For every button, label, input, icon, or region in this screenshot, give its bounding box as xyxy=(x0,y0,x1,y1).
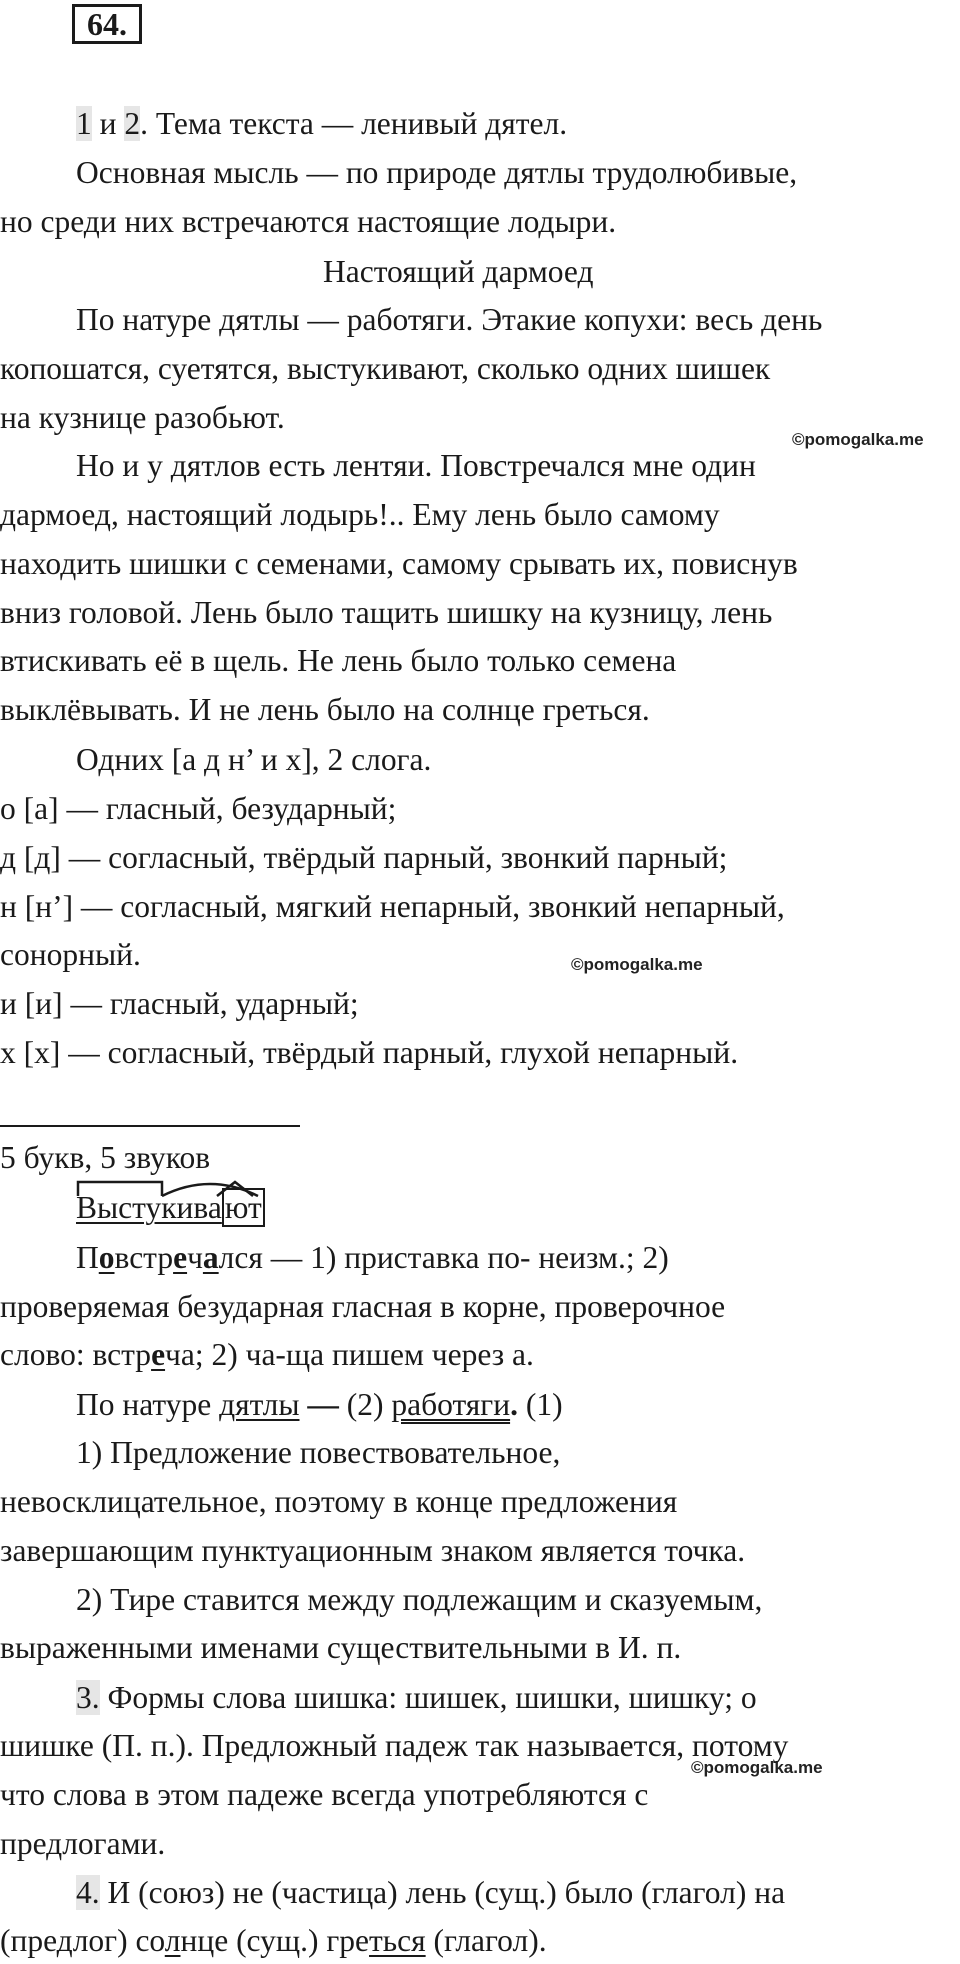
spelling-letter: е xyxy=(151,1337,166,1372)
story-line: вниз головой. Лень было тащить шишку на кузницу, лень xyxy=(0,595,773,630)
task3-line: что слова в этом падеже всегда употребляются с xyxy=(0,1777,649,1812)
spelling-letter: л xyxy=(164,1923,181,1958)
story-line: выклёвывать. И не лень было на солнце греться. xyxy=(0,692,650,727)
morpheme-word xyxy=(76,1188,265,1228)
task3-line: шишке (П. п.). Предложный падеж так называется, потому xyxy=(0,1728,789,1763)
word-part: нце (сущ.) гре xyxy=(180,1923,370,1958)
task3-line: предлогами. xyxy=(0,1826,166,1861)
spelling-letter: а xyxy=(202,1240,219,1275)
topic-line xyxy=(76,104,567,144)
dash: — xyxy=(299,1387,347,1422)
word-part: (глагол). xyxy=(425,1923,547,1958)
letter-sound-count: 5 букв, 5 звуков xyxy=(0,1140,211,1175)
word-part: слово: встр xyxy=(0,1337,152,1372)
divider-rule xyxy=(0,1125,300,1127)
word-part: П xyxy=(76,1240,99,1275)
task4-text: И (союз) не (частица) лень (сущ.) было (глагол) на xyxy=(99,1875,786,1910)
main-idea-line: но среди них встречаются настоящие лодыри. xyxy=(0,204,617,239)
task4-line xyxy=(76,1873,785,1913)
story-line: дармоед, настоящий лодырь!.. Ему лень было самому xyxy=(0,497,720,532)
phonetic-line: и [и] — гласный, ударный; xyxy=(0,986,359,1021)
task-ref-2: 2 xyxy=(124,106,141,141)
main-idea-line: Основная мысль — по природе дятлы трудолюбивые, xyxy=(76,155,798,190)
task3-line xyxy=(76,1678,757,1718)
task4-line xyxy=(0,1921,547,1961)
spelling-line xyxy=(0,1335,534,1375)
sentence-parse xyxy=(76,1385,563,1425)
sentence-part: (1) xyxy=(517,1387,563,1422)
spelling-line xyxy=(76,1238,669,1278)
topic-text: . Тема текста — ленивый дятел. xyxy=(140,106,568,141)
phonetic-line: о [а] — гласный, безударный; xyxy=(0,791,397,826)
analysis-line: выраженными именами существительными в И. п. xyxy=(0,1630,682,1665)
word-ending: ют xyxy=(222,1188,265,1227)
word-part: ча; 2) ча-ща пишем через а. xyxy=(165,1337,534,1372)
word-part: встр xyxy=(114,1240,174,1275)
watermark: ©pomogalka.me xyxy=(571,955,703,974)
word-stem: Выстукива xyxy=(76,1190,222,1225)
story-line: на кузнице разобьют. xyxy=(0,400,285,435)
story-line: По натуре дятлы — работяги. Этакие копухи: весь день xyxy=(76,302,823,337)
analysis-line: завершающим пунктуационным знаком является точка. xyxy=(0,1533,746,1568)
word-part: ч xyxy=(187,1240,203,1275)
task-ref-1: 1 xyxy=(76,106,92,141)
analysis-line: 2) Тире ставится между подлежащим и сказуемым, xyxy=(76,1582,763,1617)
phonetic-line: сонорный. xyxy=(0,937,141,972)
word-part: (предлог) со xyxy=(0,1923,165,1958)
predicate-word: работяги xyxy=(391,1387,511,1422)
sentence-part: По натуре xyxy=(76,1387,220,1422)
sentence-part: (2) xyxy=(346,1387,392,1422)
phonetic-intro: Одних [а д н’ и х], 2 слога. xyxy=(76,742,432,777)
period: . xyxy=(510,1387,518,1422)
task-number: 64. xyxy=(72,4,142,44)
spelling-letter: о xyxy=(98,1240,115,1275)
spelling-letter: е xyxy=(173,1240,188,1275)
story-line: копошатся, суетятся, выстукивают, сколько одних шишек xyxy=(0,351,771,386)
phonetic-line: д [д] — согласный, твёрдый парный, звонкий парный; xyxy=(0,840,728,875)
task3-text: Формы слова шишка: шишек, шишки, шишку; о xyxy=(99,1680,757,1715)
story-title: Настоящий дармоед xyxy=(323,254,594,289)
watermark: ©pomogalka.me xyxy=(691,1758,823,1777)
story-line: находить шишки с семенами, самому срывать их, повиснув xyxy=(0,546,798,581)
story-line: втискивать её в щель. Не лень было только семена xyxy=(0,643,677,678)
task-ref-3: 3. xyxy=(76,1680,100,1715)
analysis-line: 1) Предложение повествовательное, xyxy=(76,1435,561,1470)
spelling-rest: лся — 1) приставка по- неизм.; 2) xyxy=(218,1240,669,1275)
spelling-letter: ться xyxy=(369,1923,426,1958)
watermark: ©pomogalka.me xyxy=(792,430,924,449)
analysis-line: невосклицательное, поэтому в конце предложения xyxy=(0,1484,678,1519)
phonetic-line: н [н’] — согласный, мягкий непарный, звонкий непарный, xyxy=(0,889,785,924)
task-ref-4: 4. xyxy=(76,1875,100,1910)
and-word: и xyxy=(99,106,117,141)
story-line: Но и у дятлов есть лентяи. Повстречался мне один xyxy=(76,448,756,483)
phonetic-line: х [х] — согласный, твёрдый парный, глухой непарный. xyxy=(0,1035,739,1070)
spelling-line: проверяемая безударная гласная в корне, проверочное xyxy=(0,1289,726,1324)
subject-word: дятлы xyxy=(219,1387,300,1422)
